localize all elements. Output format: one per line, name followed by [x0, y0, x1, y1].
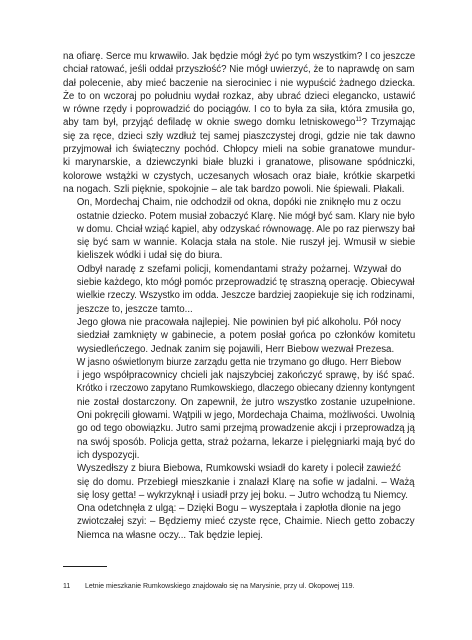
text-line: wysiedleńczego. Jednak zanim się pojawili, Herr Biebow wezwał Prezesa. — [77, 343, 395, 355]
footnote-number: 11 — [63, 583, 71, 590]
text-line: kieliszek wódki i udał się do biura. — [77, 250, 223, 262]
text-line: się za ręce, dzieci szły wzdłuż tej samej piaszczystej drogi, gdzie nie tak dawno — [63, 130, 416, 142]
text-line: wielkie rzeczy. Wszystko im odda. Jeszcze bardziej zaopiekuje się ich rodzinami, — [76, 290, 415, 302]
paragraph — [63, 462, 415, 502]
text-line: kolorowe wstążki w czystych, uczesanych włosach oraz białe, krótkie skarpetki — [63, 170, 416, 182]
text-line: Oni pokręcili głowami. Wątpili w jego, Mordechaja Chaima, możliwości. Uwolnią — [76, 410, 415, 422]
paragraph — [63, 502, 415, 542]
text-line: zwiotczałej szyi: – Będziemy mieć czyste ręce, Chaimie. Niech getto zobaczy — [77, 516, 415, 528]
paragraph — [63, 50, 415, 196]
text-line: ki marynarskie, a dziewczynki białe bluzki i granatowe, plisowane spódniczki, — [63, 157, 416, 169]
text-line: na nogach. Szli pięknie, spokojnie – ale tak bardzo powoli. Nie śpiewali. Płakali. — [63, 183, 405, 195]
text-line: On, Mordechaj Chaim, nie odchodził od okna, dopóki nie zniknęło mu z oczu — [76, 197, 401, 209]
text-line: na swój sposób. Policja getta, straż pożarna, lekarze i pielęgniarki mają być do — [77, 436, 416, 448]
text-line: się do domu. Przebiegł mieszkanie i znalazł Klarę na sofie w jadalni. – Ważą — [77, 476, 415, 488]
text-line: go od tego obowiązku. Jutro sami przejmą prowadzenie akcji i przeprowadzą ją — [76, 423, 415, 435]
text-line: dał polecenie, aby mieć baczenie na sierociniec i nie wypuścić żadnego dziecka. — [63, 77, 416, 89]
text-line: ostatnie dziecko. Potem musiał zobaczyć Klarę. Nie mógł być sam. Klary nie było — [76, 210, 415, 222]
text-line: Krótko i rzeczowo zapytano Rumkowskiego, dlaczego obiecany dzienny kontyngent — [76, 383, 415, 395]
text-line: przyjmował ich świąteczny pochód. Chłopcy mieli na sobie granatowe mundur- — [63, 144, 416, 156]
paragraph — [63, 196, 415, 262]
text-line: się być sam w wannie. Kolacja stała na stole. Nie ruszył jej. Wmusił w siebie — [77, 237, 416, 249]
footnote-reference[interactable]: 11 — [355, 117, 362, 124]
text-line: Niemca na własne oczy... Tak będzie lepiej. — [77, 529, 263, 541]
text-line: ich dyspozycji. — [77, 449, 140, 461]
text-line: na ofiarę. Serce mu krwawiło. Jak będzie mógł żyć po tym wszystkim? I co jeszcze — [63, 51, 416, 62]
text-line: Wyszedłszy z biura Biebowa, Rumkowski wsiadł do karety i polecił zawieźć — [77, 463, 401, 475]
footnote-separator — [63, 566, 107, 567]
paragraph — [63, 263, 415, 316]
text-line: i jego współpracownicy chcieli jak najszybciej zakończyć sprawę, by iść spać. — [77, 370, 415, 382]
text-run: ? Trzymając — [361, 117, 416, 129]
paragraph — [63, 356, 415, 462]
text-run: aby tam był, przyjąć defiladę w oknie swego domku letniskowego — [63, 117, 356, 129]
text-line: jeszcze to, jeszcze tamto... — [77, 303, 193, 315]
text-line: W jasno oświetlonym biurze zarządu getta nie trzymano go długo. Herr Biebow — [76, 356, 402, 368]
text-line: nie został dostarczony. On zapewnił, że jutro wszystko zostanie uzupełnione. — [77, 396, 416, 408]
footnote-text: Letnie mieszkanie Rumkowskiego znajdowało się na Marysinie, przy ul. Okopowej 119. — [85, 583, 355, 590]
text-line: Jego głowa nie pracowała najlepiej. Nie powinien był pić alkoholu. Pół nocy — [77, 316, 402, 328]
text-line: Ona odetchnęła z ulgą: – Dzięki Bogu – wyszeptała i zapłotła dłonie na jego — [76, 503, 401, 515]
text-line: Odbył naradę z szefami policji, komendantami straży pożarnej. Wzywał do — [77, 263, 402, 275]
paragraph — [63, 316, 415, 356]
text-line: siedział zamknięty w gabinecie, a potem posłał gońca po członków komitetu — [77, 330, 416, 342]
text-line — [63, 116, 415, 129]
footnote — [63, 582, 423, 591]
text-line: Że to on wczoraj po południu wydał rozkaz, aby ubrać dzieci elegancko, ustawić — [63, 90, 416, 102]
body-text — [63, 50, 415, 542]
text-line: w równe rzędy i poprowadzić do pociągów. I co to była za siła, która zmusiła go, — [63, 104, 415, 116]
text-line: chciał ratować, jeśli oddał przyszłość? Nie mógł uwierzyć, że to naprawdę on sam — [63, 64, 415, 76]
text-line: w domu. Chciał wziąć kąpiel, aby odzyskać równowagę. Ale po raz pierwszy bał — [76, 223, 415, 235]
text-line: siebie każdego, kto mógł pomóc przeprowadzić tę straszną operację. Obiecywał — [76, 277, 415, 289]
text-line: się losy getta! – wykrzyknął i usiadł przy jej boku. – Jutro wchodzą tu Niemcy. — [77, 489, 408, 501]
